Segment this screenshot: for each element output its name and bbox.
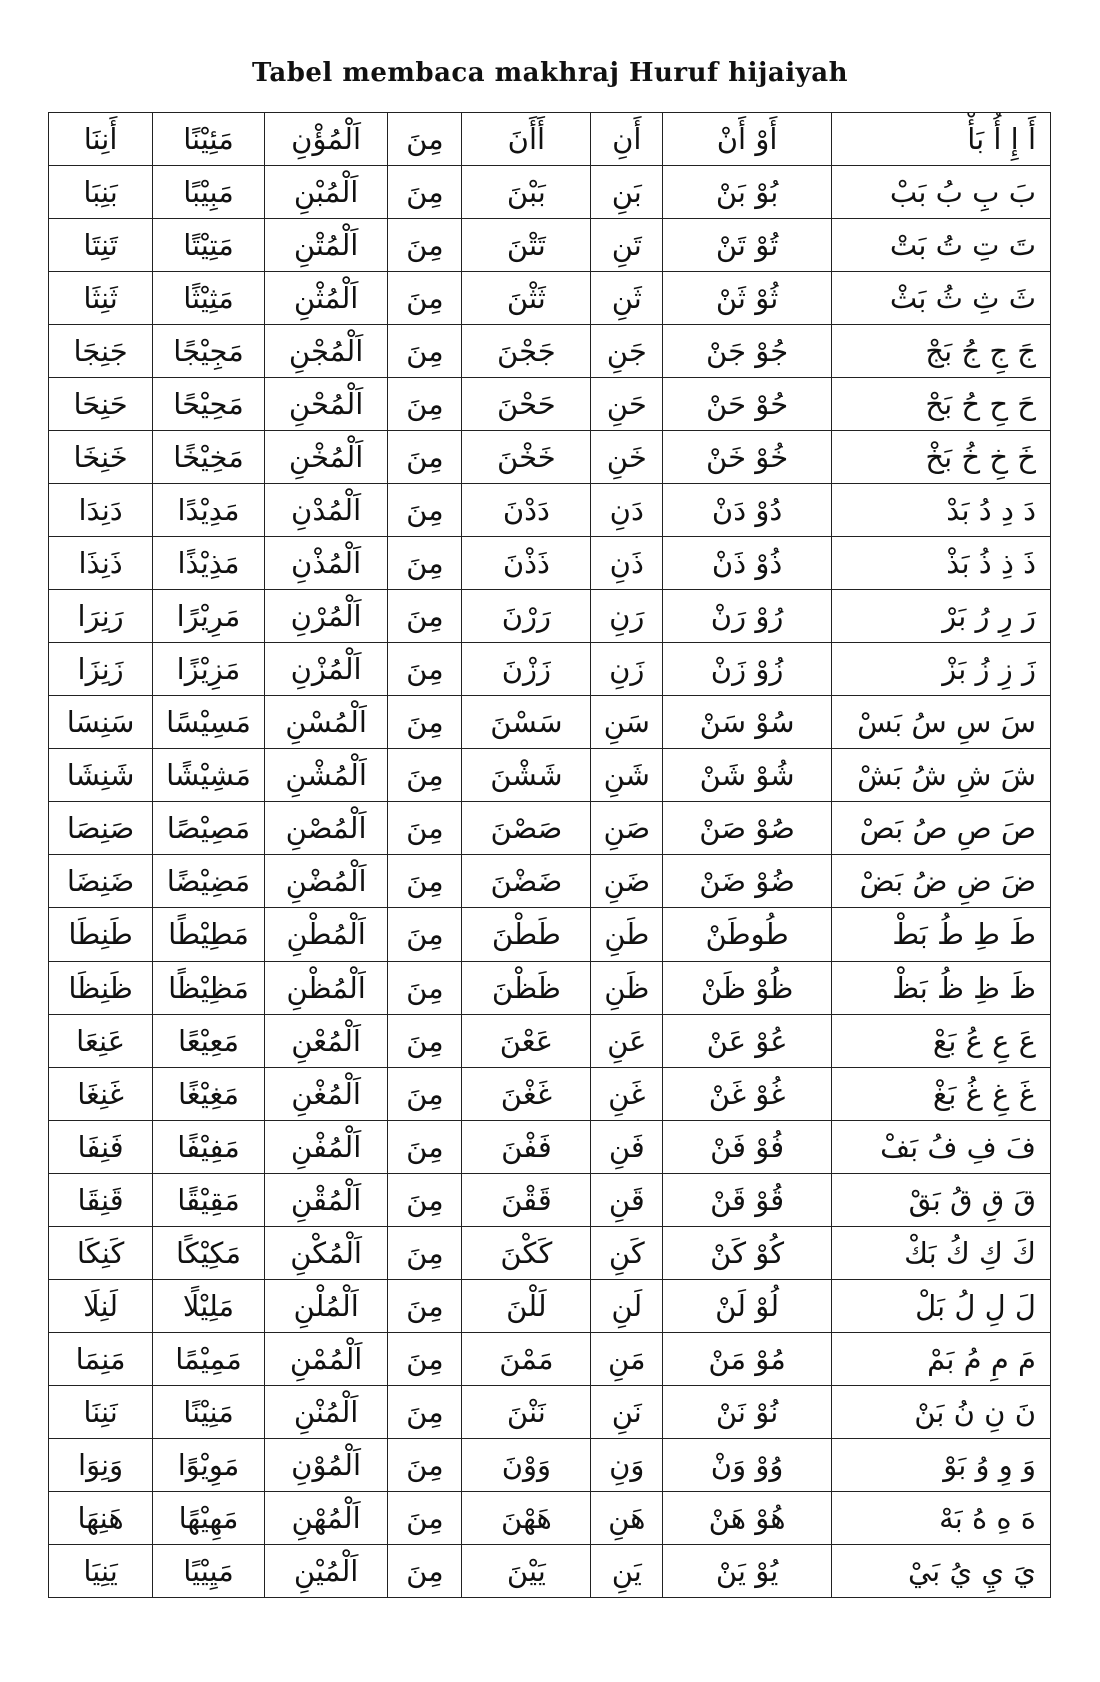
table-cell: ظَنِظَا [49, 961, 153, 1014]
table-cell: لَ لِ لُ بَلْ [831, 1279, 1050, 1332]
table-cell: زَنِ [591, 643, 663, 696]
page-title: Tabel membaca makhraj Huruf hijaiyah [251, 58, 849, 88]
table-cell: نَنْنَ [462, 1385, 591, 1438]
table-cell: مَنِمَا [49, 1332, 153, 1385]
table-cell: مِنَ [388, 1226, 462, 1279]
table-cell: اَلْمُظْنِ [264, 961, 388, 1014]
table-cell: صَنِصَا [49, 802, 153, 855]
table-cell: بُوْ بَنْ [663, 166, 832, 219]
table-cell: مِنَ [388, 219, 462, 272]
table-cell: مِنَ [388, 1385, 462, 1438]
table-cell: مَخِيْخًا [153, 431, 265, 484]
table-cell: مِنَ [388, 1067, 462, 1120]
table-row [49, 325, 1051, 378]
table-cell: ظَ ظِ ظُ بَظْ [831, 961, 1050, 1014]
table-cell: رَ رِ رُ بَرْ [831, 590, 1050, 643]
table-cell: اَلْمُضْنِ [264, 855, 388, 908]
table-cell: طَطْنَ [462, 908, 591, 961]
table-cell: أَوْ أَنْ [663, 113, 832, 166]
table-cell: صَصْنَ [462, 802, 591, 855]
table-cell: يَنِ [591, 1544, 663, 1597]
table-row [49, 537, 1051, 590]
table-cell: سُوْ سَنْ [663, 696, 832, 749]
table-cell: مَنِ [591, 1332, 663, 1385]
table-cell: سَنِ [591, 696, 663, 749]
table-cell: قَ قِ قُ بَقْ [831, 1173, 1050, 1226]
table-cell: مِنَ [388, 590, 462, 643]
table-cell: طَنِ [591, 908, 663, 961]
table-cell: اَلْمُتْنِ [264, 219, 388, 272]
table-row [49, 1332, 1051, 1385]
table-cell: تَنِتَا [49, 219, 153, 272]
table-cell: اَلْمُصْنِ [264, 802, 388, 855]
table-cell: مَوِيْوًا [153, 1438, 265, 1491]
table-cell: مَقِيْقًا [153, 1173, 265, 1226]
table-cell: اَلْمُثْنِ [264, 272, 388, 325]
table-cell: طَ طِ طُ بَطْ [831, 908, 1050, 961]
table-cell: صُوْ صَنْ [663, 802, 832, 855]
hijaiyah-table [48, 112, 1051, 1598]
table-cell: مِنَ [388, 749, 462, 802]
table-cell: أَنِ [591, 113, 663, 166]
table-cell: عَ عِ عُ بَعْ [831, 1014, 1050, 1067]
table-cell: اَلْمُسْنِ [264, 696, 388, 749]
table-cell: ثَثْنَ [462, 272, 591, 325]
table-row [49, 484, 1051, 537]
table-cell: اَلْمُفْنِ [264, 1120, 388, 1173]
table-cell: مَفِيْفًا [153, 1120, 265, 1173]
table-cell: ظَنِ [591, 961, 663, 1014]
table-cell: شَشْنَ [462, 749, 591, 802]
table-cell: مِنَ [388, 431, 462, 484]
table-cell: زَزْنَ [462, 643, 591, 696]
table-cell: مَضِيْضًا [153, 855, 265, 908]
table-cell: جَجْنَ [462, 325, 591, 378]
table-cell: شَ شِ شُ بَشْ [831, 749, 1050, 802]
table-cell: حَحْنَ [462, 378, 591, 431]
table-row [49, 219, 1051, 272]
table-cell: تَنِ [591, 219, 663, 272]
table-cell: طَنِطَا [49, 908, 153, 961]
table-row [49, 113, 1051, 166]
table-cell: بَ بِ بُ بَبْ [831, 166, 1050, 219]
table-cell: فَفْنَ [462, 1120, 591, 1173]
table-cell: عَنِ [591, 1014, 663, 1067]
table-cell: اَلْمُغْنِ [264, 1067, 388, 1120]
table-cell: خُوْ خَنْ [663, 431, 832, 484]
table-cell: قَقْنَ [462, 1173, 591, 1226]
table-cell: مَئِيْنًا [153, 113, 265, 166]
table-row [49, 908, 1051, 961]
table-cell: مَ مِ مُ بَمْ [831, 1332, 1050, 1385]
table-cell: اَلْمُخْنِ [264, 431, 388, 484]
table-cell: مِنَ [388, 113, 462, 166]
table-cell: مَتِيْتًا [153, 219, 265, 272]
table-cell: غَغْنَ [462, 1067, 591, 1120]
table-cell: مَبِيْبًا [153, 166, 265, 219]
table-cell: مَهِيْهًا [153, 1491, 265, 1544]
table-row [49, 1226, 1051, 1279]
table-cell: اَلْمُزْنِ [264, 643, 388, 696]
table-cell: غُوْ غَنْ [663, 1067, 832, 1120]
table-row [49, 1438, 1051, 1491]
table-cell: مَذِيْذًا [153, 537, 265, 590]
table-cell: ثَنِ [591, 272, 663, 325]
table-cell: مِنَ [388, 1332, 462, 1385]
table-cell: مِنَ [388, 643, 462, 696]
table-cell: هَنِ [591, 1491, 663, 1544]
table-cell: مِنَ [388, 484, 462, 537]
table-cell: بَنِبَا [49, 166, 153, 219]
table-cell: مَيِيْيًا [153, 1544, 265, 1597]
table-cell: مَغِيْغًا [153, 1067, 265, 1120]
table-cell: هُوْ هَنْ [663, 1491, 832, 1544]
table-cell: ضَنِضَا [49, 855, 153, 908]
table-cell: جَنِ [591, 325, 663, 378]
table-cell: فَ فِ فُ بَفْ [831, 1120, 1050, 1173]
table-cell: اَلْمُهْنِ [264, 1491, 388, 1544]
table-row [49, 696, 1051, 749]
table-cell: خَنِ [591, 431, 663, 484]
table-cell: مَسِيْسًا [153, 696, 265, 749]
table-cell: اَلْمُجْنِ [264, 325, 388, 378]
table-cell: بَبْنَ [462, 166, 591, 219]
table-cell: مَلِيْلًا [153, 1279, 265, 1332]
table-cell: مَمِيْمًا [153, 1332, 265, 1385]
table-cell: مِنَ [388, 1014, 462, 1067]
table-cell: مِنَ [388, 908, 462, 961]
table-cell: مَظِيْظًا [153, 961, 265, 1014]
table-cell: ظُوْ ظَنْ [663, 961, 832, 1014]
table-cell: خَنِخَا [49, 431, 153, 484]
table-cell: مِنَ [388, 961, 462, 1014]
table-row [49, 855, 1051, 908]
table-cell: مُوْ مَنْ [663, 1332, 832, 1385]
table-cell: وَنِ [591, 1438, 663, 1491]
table-cell: طُوطَنْ [663, 908, 832, 961]
table-cell: ضَنِ [591, 855, 663, 908]
table-cell: هَنِهَا [49, 1491, 153, 1544]
table-cell: فُوْ فَنْ [663, 1120, 832, 1173]
table-cell: مِنَ [388, 855, 462, 908]
table-cell: كَنِكَا [49, 1226, 153, 1279]
table-cell: اَلْمُنْنِ [264, 1385, 388, 1438]
table-row [49, 643, 1051, 696]
table-cell: مِنَ [388, 696, 462, 749]
table-row [49, 166, 1051, 219]
table-row [49, 1491, 1051, 1544]
table-cell: اَلْمُلْنِ [264, 1279, 388, 1332]
table-cell: قَنِ [591, 1173, 663, 1226]
table-cell: مِنَ [388, 1491, 462, 1544]
table-cell: نُوْ نَنْ [663, 1385, 832, 1438]
table-cell: اَلْمُحْنِ [264, 378, 388, 431]
table-cell: غَنِغَا [49, 1067, 153, 1120]
table-cell: ذَنِ [591, 537, 663, 590]
table-cell: اَلْمُوْنِ [264, 1438, 388, 1491]
table-cell: أَ إِ أُ بَأْ [831, 113, 1050, 166]
table-cell: مَجِيْجًا [153, 325, 265, 378]
table-cell: وَ وِ وُ بَوْ [831, 1438, 1050, 1491]
table-row [49, 961, 1051, 1014]
table-cell: غَنِ [591, 1067, 663, 1120]
table-cell: أَأَنَ [462, 113, 591, 166]
table-cell: مَكِيْكًا [153, 1226, 265, 1279]
table-cell: لُوْ لَنْ [663, 1279, 832, 1332]
table-cell: كَ كِ كُ بَكْ [831, 1226, 1050, 1279]
table-cell: كُوْ كَنْ [663, 1226, 832, 1279]
table-row [49, 1173, 1051, 1226]
table-cell: اَلْمُمْنِ [264, 1332, 388, 1385]
table-cell: شُوْ شَنْ [663, 749, 832, 802]
table-cell: وَنِوَا [49, 1438, 153, 1491]
table-cell: دَنِدَا [49, 484, 153, 537]
table-cell: ذَذْنَ [462, 537, 591, 590]
table-cell: اَلْمُشْنِ [264, 749, 388, 802]
table-cell: كَنِ [591, 1226, 663, 1279]
table-cell: فَنِفَا [49, 1120, 153, 1173]
table-cell: لَنِلَا [49, 1279, 153, 1332]
table-cell: تَتْنَ [462, 219, 591, 272]
table-cell: سَنِسَا [49, 696, 153, 749]
table-cell: غَ غِ غُ بَغْ [831, 1067, 1050, 1120]
table-cell: مِنَ [388, 166, 462, 219]
table-cell: دَ دِ دُ بَدْ [831, 484, 1050, 537]
table-cell: رُوْ رَنْ [663, 590, 832, 643]
table-cell: مِنَ [388, 325, 462, 378]
table-cell: يَيْنَ [462, 1544, 591, 1597]
table-cell: جُوْ جَنْ [663, 325, 832, 378]
table-cell: ثَ ثِ ثُ بَثْ [831, 272, 1050, 325]
table-cell: زَنِزَا [49, 643, 153, 696]
table-cell: وَوْنَ [462, 1438, 591, 1491]
table-cell: مَصِيْصًا [153, 802, 265, 855]
table-cell: سَ سِ سُ بَسْ [831, 696, 1050, 749]
table-cell: مِنَ [388, 272, 462, 325]
table-row [49, 1120, 1051, 1173]
table-cell: مَمْنَ [462, 1332, 591, 1385]
table-cell: كَكْنَ [462, 1226, 591, 1279]
table-cell: مَحِيْحًا [153, 378, 265, 431]
table-cell: اَلْمُيْنِ [264, 1544, 388, 1597]
table-cell: مِنَ [388, 1279, 462, 1332]
table-cell: مَزِيْزًا [153, 643, 265, 696]
table-cell: مِنَ [388, 537, 462, 590]
table-cell: عَنِعَا [49, 1014, 153, 1067]
table-cell: مَرِيْرًا [153, 590, 265, 643]
table-cell: ذَنِذَا [49, 537, 153, 590]
table-cell: اَلْمُكْنِ [264, 1226, 388, 1279]
table-cell: ثُوْ ثَنْ [663, 272, 832, 325]
table-row [49, 378, 1051, 431]
table-cell: ظَظْنَ [462, 961, 591, 1014]
table-cell: مِنَ [388, 378, 462, 431]
table-cell: مَشِيْشًا [153, 749, 265, 802]
table-cell: قَنِقَا [49, 1173, 153, 1226]
table-cell: مِنَ [388, 1544, 462, 1597]
table-row [49, 1544, 1051, 1597]
table-cell: ضَ ضِ ضُ بَضْ [831, 855, 1050, 908]
table-cell: حَنِ [591, 378, 663, 431]
table-cell: ضَضْنَ [462, 855, 591, 908]
table-cell: يُوْ يَنْ [663, 1544, 832, 1597]
table-cell: دُوْ دَنْ [663, 484, 832, 537]
table-cell: مَعِيْعًا [153, 1014, 265, 1067]
table-cell: مِنَ [388, 1438, 462, 1491]
table-row [49, 1014, 1051, 1067]
table-cell: اَلْمُقْنِ [264, 1173, 388, 1226]
table-row [49, 1279, 1051, 1332]
table-cell: لَلْنَ [462, 1279, 591, 1332]
table-cell: مِنَ [388, 802, 462, 855]
table-cell: حَ حِ حُ بَحْ [831, 378, 1050, 431]
table-row [49, 749, 1051, 802]
table-cell: عَعْنَ [462, 1014, 591, 1067]
table-cell: هَ هِ هُ بَهْ [831, 1491, 1050, 1544]
table-cell: سَسْنَ [462, 696, 591, 749]
table-cell: ثَنِثَا [49, 272, 153, 325]
table-cell: صَنِ [591, 802, 663, 855]
table-cell: رَنِ [591, 590, 663, 643]
table-cell: رَنِرَا [49, 590, 153, 643]
table-cell: تُوْ تَنْ [663, 219, 832, 272]
table-cell: اَلْمُبْنِ [264, 166, 388, 219]
table-cell: اَلْمُدْنِ [264, 484, 388, 537]
table-cell: خَخْنَ [462, 431, 591, 484]
table-cell: يَنِيَا [49, 1544, 153, 1597]
table-row [49, 431, 1051, 484]
table-cell: أَنِنَا [49, 113, 153, 166]
table-cell: ضُوْ ضَنْ [663, 855, 832, 908]
table-cell: زُوْ زَنْ [663, 643, 832, 696]
table-cell: زَ زِ زُ بَزْ [831, 643, 1050, 696]
table-cell: دَدْنَ [462, 484, 591, 537]
table-cell: فَنِ [591, 1120, 663, 1173]
table-cell: تَ تِ تُ بَتْ [831, 219, 1050, 272]
table-cell: خَ خِ خُ بَخْ [831, 431, 1050, 484]
table-cell: اَلْمُرْنِ [264, 590, 388, 643]
table-cell: عُوْ عَنْ [663, 1014, 832, 1067]
table-cell: يَ يِ يُ بَيْ [831, 1544, 1050, 1597]
table-row [49, 272, 1051, 325]
table-row [49, 590, 1051, 643]
table-cell: جَ جِ جُ بَجْ [831, 325, 1050, 378]
table-cell: حَنِحَا [49, 378, 153, 431]
table-cell: مَطِيْطًا [153, 908, 265, 961]
table-cell: لَنِ [591, 1279, 663, 1332]
table-cell: بَنِ [591, 166, 663, 219]
table-cell: دَنِ [591, 484, 663, 537]
table-cell: وُوْ وَنْ [663, 1438, 832, 1491]
table-cell: اَلْمُعْنِ [264, 1014, 388, 1067]
table-cell: مِنَ [388, 1173, 462, 1226]
table-cell: مَثِيْثًا [153, 272, 265, 325]
table-cell: شَنِشَا [49, 749, 153, 802]
table-cell: نَنِنَا [49, 1385, 153, 1438]
table-cell: اَلْمُذْنِ [264, 537, 388, 590]
table-cell: رَرْنَ [462, 590, 591, 643]
table-cell: ذُوْ ذَنْ [663, 537, 832, 590]
table-cell: مِنَ [388, 1120, 462, 1173]
table-cell: اَلْمُؤْنِ [264, 113, 388, 166]
table-cell: ذَ ذِ ذُ بَذْ [831, 537, 1050, 590]
table-cell: هَهْنَ [462, 1491, 591, 1544]
table-cell: صَ صِ صُ بَصْ [831, 802, 1050, 855]
table-row [49, 1385, 1051, 1438]
table-row [49, 1067, 1051, 1120]
table-cell: مَدِيْدًا [153, 484, 265, 537]
table-row [49, 802, 1051, 855]
table-cell: جَنِجَا [49, 325, 153, 378]
table-cell: قُوْ قَنْ [663, 1173, 832, 1226]
table-cell: شَنِ [591, 749, 663, 802]
table-cell: اَلْمُطْنِ [264, 908, 388, 961]
table-cell: نَ نِ نُ بَنْ [831, 1385, 1050, 1438]
table-cell: نَنِ [591, 1385, 663, 1438]
table-cell: حُوْ حَنْ [663, 378, 832, 431]
table-cell: مَنِيْنًا [153, 1385, 265, 1438]
